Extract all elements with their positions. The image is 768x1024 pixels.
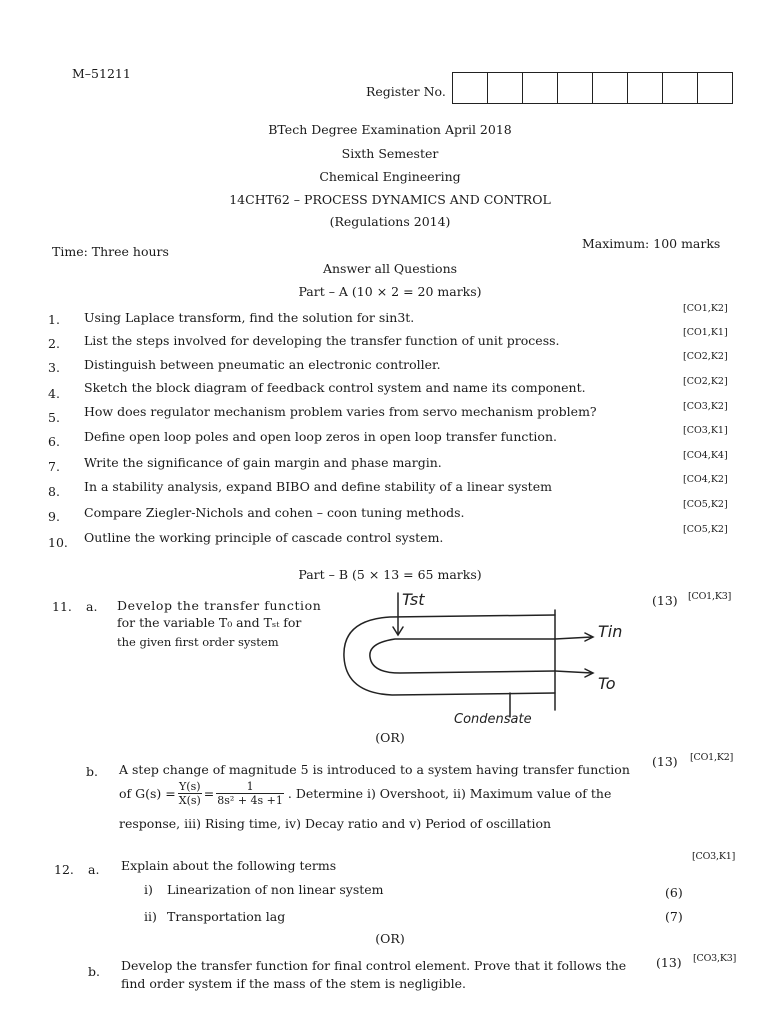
- question-12b-line2: find order system if the mass of the stem is negligible.: [121, 976, 466, 991]
- time-label: Time: Three hours: [52, 244, 169, 259]
- gs-prefix: of G(s) =: [119, 786, 176, 801]
- question-number: 6.: [48, 434, 60, 449]
- co-tag: [CO3,K2]: [683, 401, 728, 412]
- co-tag: [CO2,K2]: [683, 351, 728, 362]
- co-tag: [CO5,K2]: [683, 499, 728, 510]
- register-box[interactable]: [558, 73, 593, 103]
- question-11b-label: b.: [86, 764, 98, 779]
- question-text: Outline the working principle of cascade control system.: [84, 530, 444, 545]
- paper-code: M–51211: [72, 66, 131, 81]
- register-box[interactable]: [628, 73, 663, 103]
- item-i-marks: (6): [665, 885, 683, 900]
- question-11a-label: a.: [86, 599, 98, 614]
- question-11a-line2: for the variable T₀ and Tₛₜ for: [117, 615, 302, 630]
- co-tag: [CO5,K2]: [683, 524, 728, 535]
- question-12b-co: [CO3,K3]: [693, 953, 737, 964]
- question-number: 1.: [48, 312, 60, 327]
- max-marks: Maximum: 100 marks: [582, 236, 721, 251]
- department: Chemical Engineering: [319, 169, 461, 184]
- co-tag: [CO1,K1]: [683, 327, 728, 338]
- question-number: 4.: [48, 386, 60, 401]
- item-ii-label: ii): [144, 909, 157, 924]
- question-12b-label: b.: [88, 964, 100, 979]
- co-tag: [CO4,K2]: [683, 474, 728, 485]
- tin-label: Tin: [598, 622, 623, 641]
- question-11a-line3: the given first order system: [117, 635, 279, 649]
- question-text: In a stability analysis, expand BIBO and define stability of a linear system: [84, 479, 552, 494]
- question-12b-line1: Develop the transfer function for final control element. Prove that it follows the: [121, 958, 627, 973]
- register-box[interactable]: [453, 73, 488, 103]
- register-box[interactable]: [663, 73, 698, 103]
- question-12b-marks: (13): [656, 955, 682, 970]
- item-ii-marks: (7): [665, 909, 683, 924]
- co-tag: [CO4,K4]: [683, 450, 728, 461]
- ys-xs-fraction: [178, 780, 202, 807]
- condensate-label: Condensate: [454, 712, 532, 727]
- heat-exchanger-diagram: [330, 585, 640, 735]
- register-number-boxes[interactable]: [452, 72, 733, 104]
- register-label: Register No.: [366, 84, 446, 99]
- question-11-or: (OR): [375, 730, 405, 745]
- question-text: Define open loop poles and open loop zeros in open loop transfer function.: [84, 429, 557, 444]
- fraction-numerator: Y(s): [179, 780, 201, 793]
- question-11b-marks: (13): [652, 754, 678, 769]
- question-12-or: (OR): [375, 931, 405, 946]
- item-ii-text: Transportation lag: [167, 909, 286, 924]
- question-text: Write the significance of gain margin and phase margin.: [84, 455, 442, 470]
- register-box[interactable]: [698, 73, 732, 103]
- item-i-label: i): [144, 882, 153, 897]
- inner-tube: [370, 639, 555, 673]
- question-number: 8.: [48, 484, 60, 499]
- question-text: How does regulator mechanism problem varies from servo mechanism problem?: [84, 404, 597, 419]
- question-12a-co: [CO3,K1]: [692, 851, 736, 862]
- question-11b-line1: A step change of magnitude 5 is introduced to a system having transfer function: [119, 762, 630, 777]
- question-number: 5.: [48, 410, 60, 425]
- fraction-numerator: 1: [216, 780, 284, 794]
- question-text: List the steps involved for developing the transfer function of unit process.: [84, 333, 560, 348]
- question-11-number: 11.: [52, 599, 72, 614]
- co-tag: [CO1,K2]: [683, 303, 728, 314]
- tin-line: [555, 637, 592, 639]
- question-text: Distinguish between pneumatic an electronic controller.: [84, 357, 441, 372]
- part-b-heading: Part – B (5 × 13 = 65 marks): [298, 567, 482, 582]
- question-text: Compare Ziegler-Nichols and cohen – coon tuning methods.: [84, 505, 465, 520]
- transfer-function-line: [119, 780, 611, 807]
- tst-label: Tst: [402, 590, 425, 609]
- outer-tube: [344, 615, 555, 695]
- exam-title: BTech Degree Examination April 2018: [268, 122, 512, 137]
- question-11a-line1: Develop the transfer function: [117, 598, 322, 613]
- question-number: 3.: [48, 360, 60, 375]
- to-line: [555, 671, 592, 673]
- question-12-number: 12.: [54, 862, 74, 877]
- question-11a-co: [CO1,K3]: [688, 591, 732, 602]
- question-number: 10.: [48, 535, 68, 550]
- register-box[interactable]: [488, 73, 523, 103]
- regulations: (Regulations 2014): [329, 214, 451, 229]
- register-box[interactable]: [523, 73, 558, 103]
- fraction-denominator: X(s): [178, 794, 201, 807]
- determine-text: . Determine i) Overshoot, ii) Maximum value of the: [287, 786, 612, 801]
- question-12a-label: a.: [88, 862, 100, 877]
- semester: Sixth Semester: [341, 146, 439, 161]
- question-number: 9.: [48, 509, 60, 524]
- transfer-fraction: [216, 780, 284, 807]
- question-11b-co: [CO1,K2]: [690, 752, 734, 763]
- item-i-text: Linearization of non linear system: [167, 882, 384, 897]
- part-a-heading: Part – A (10 × 2 = 20 marks): [298, 284, 482, 299]
- co-tag: [CO2,K2]: [683, 376, 728, 387]
- co-tag: [CO3,K1]: [683, 425, 728, 436]
- question-12a-text: Explain about the following terms: [121, 858, 337, 873]
- question-number: 7.: [48, 459, 60, 474]
- question-text: Using Laplace transform, find the solution for sin3t.: [84, 310, 415, 325]
- instruction: Answer all Questions: [322, 261, 458, 276]
- register-box[interactable]: [593, 73, 628, 103]
- question-11a-marks: (13): [652, 593, 678, 608]
- question-11b-line3: response, iii) Rising time, iv) Decay ratio and v) Period of oscillation: [119, 816, 552, 831]
- equals-sign: =: [203, 786, 215, 801]
- question-number: 2.: [48, 336, 60, 351]
- to-label: To: [598, 674, 616, 693]
- course-title: 14CHT62 – PROCESS DYNAMICS AND CONTROL: [229, 192, 551, 207]
- fraction-denominator: 8s² + 4s +1: [217, 794, 283, 807]
- question-text: Sketch the block diagram of feedback control system and name its component.: [84, 380, 586, 395]
